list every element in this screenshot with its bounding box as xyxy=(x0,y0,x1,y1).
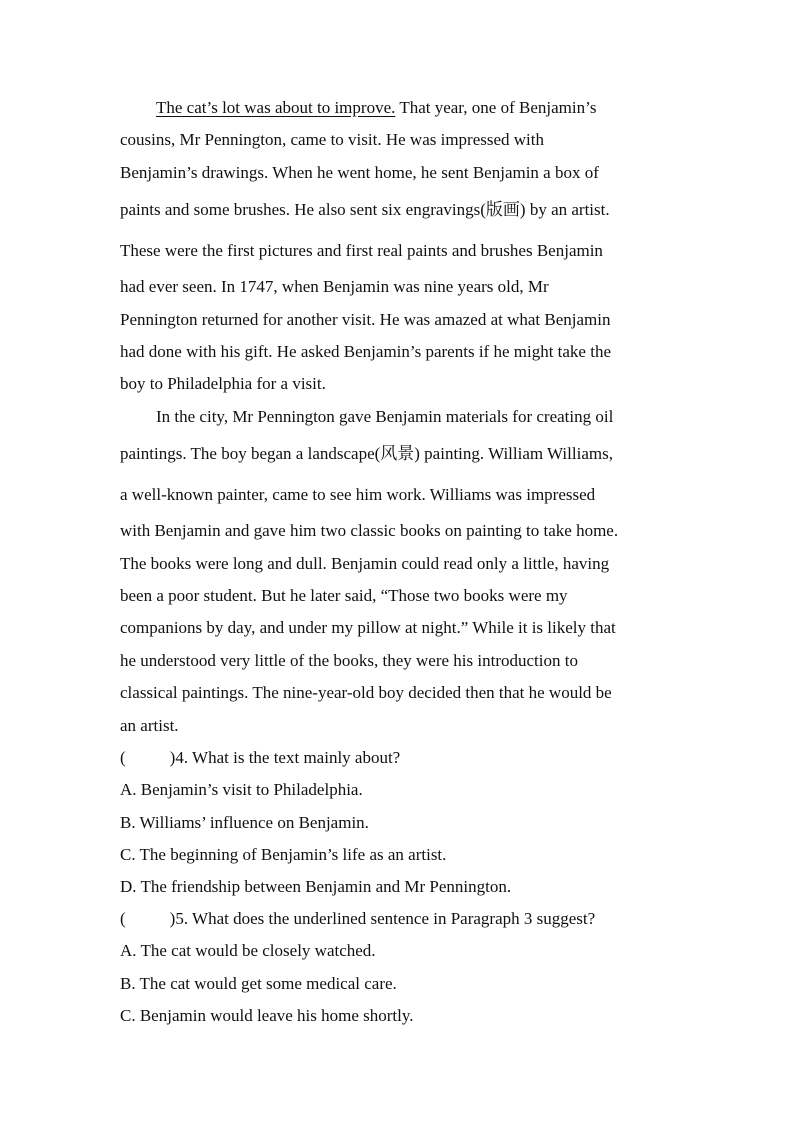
option-b: B. Williams’ influence on Benjamin. xyxy=(120,812,369,832)
paragraph-line: paintings. The boy began a landscape(风景) painting. William Williams, xyxy=(120,444,613,464)
answer-bracket-open: ( xyxy=(120,909,126,929)
option-b: B. The cat would get some medical care. xyxy=(120,973,397,993)
question-text: 4. What is the text mainly about? xyxy=(175,748,401,768)
paragraph-line xyxy=(120,92,680,124)
line-text: That year, one of Benjamin’s xyxy=(395,98,597,117)
paragraph-line: been a poor student. But he later said, “Those two books were my xyxy=(120,586,568,606)
question-stem xyxy=(120,903,680,935)
paragraph-line: Benjamin’s drawings. When he went home, he sent Benjamin a box of xyxy=(120,162,599,182)
option-a: A. Benjamin’s visit to Philadelphia. xyxy=(120,780,363,800)
paragraph-line: cousins, Mr Pennington, came to visit. He was impressed with xyxy=(120,130,545,150)
paragraph-line: Pennington returned for another visit. He was amazed at what Benjamin xyxy=(120,309,611,329)
paragraph-line: an artist. xyxy=(120,715,179,735)
paragraph-line: paints and some brushes. He also sent six engravings(版画) by an artist. xyxy=(120,200,610,220)
answer-bracket-close: ) xyxy=(169,748,176,768)
document-page xyxy=(120,92,680,1032)
paragraph-line: boy to Philadelphia for a visit. xyxy=(120,374,326,394)
paragraph-3 xyxy=(120,92,680,401)
paragraph-line: had ever seen. In 1747, when Benjamin was nine years old, Mr xyxy=(120,277,549,297)
paragraph-line: with Benjamin and gave him two classic books on painting to take home. xyxy=(120,521,619,541)
paragraph-line: a well-known painter, came to see him work. Williams was impressed xyxy=(120,485,596,505)
option-d: D. The friendship between Benjamin and Mr Pennington. xyxy=(120,876,512,896)
paragraph-line: In the city, Mr Pennington gave Benjamin materials for creating oil xyxy=(156,406,614,426)
underlined-sentence: The cat’s lot was about to improve. xyxy=(156,98,396,117)
option-c: C. Benjamin would leave his home shortly. xyxy=(120,1005,414,1025)
paragraph-line: companions by day, and under my pillow at night.” While it is likely that xyxy=(120,618,616,638)
paragraph-line: These were the first pictures and first real paints and brushes Benjamin xyxy=(120,241,603,261)
paragraph-line: classical paintings. The nine-year-old boy decided then that he would be xyxy=(120,683,612,703)
paragraph-line: The books were long and dull. Benjamin could read only a little, having xyxy=(120,553,610,573)
question-4 xyxy=(120,742,680,903)
paragraph-line: he understood very little of the books, they were his introduction to xyxy=(120,650,578,670)
option-a: A. The cat would be closely watched. xyxy=(120,941,376,961)
option-c: C. The beginning of Benjamin’s life as an artist. xyxy=(120,844,447,864)
paragraph-4 xyxy=(120,401,680,742)
question-text: 5. What does the underlined sentence in Paragraph 3 suggest? xyxy=(175,909,596,929)
question-stem xyxy=(120,742,680,774)
paragraph-line: had done with his gift. He asked Benjamin’s parents if he might take the xyxy=(120,342,611,362)
answer-bracket-close: ) xyxy=(169,909,176,929)
answer-bracket-open: ( xyxy=(120,748,126,768)
question-5 xyxy=(120,903,680,1032)
